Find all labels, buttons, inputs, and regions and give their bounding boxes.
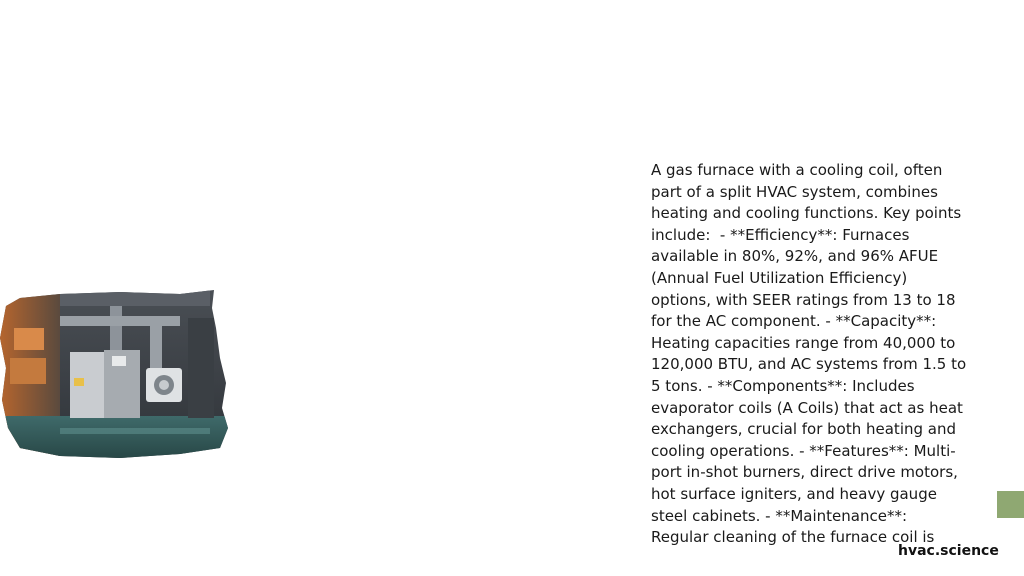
furnace-room-illustration [0,288,232,460]
description-text: A gas furnace with a cooling coil, often part of a split HVAC system, combines heating and cooling functions. Key points include: - **Efficiency**: Furnaces available in 80%, 92%, and 96% AFUE (Annual Fuel Utilization Efficiency) options, with SEER ratings from 13 to 18 for the AC component. - **Capacity**: Heating capacities range from 40,000 to 120,000 BTU, and AC systems from 1.5 to 5 tons. - **Components**: Includes evaporator coils (A Coils) that act as heat exchangers, crucial for both heating and cooling operations. - **Features**: Multi-port in-shot burners, direct drive motors, hot surface igniters, and heavy gauge steel cabinets. - **Maintenance**: Regular cleaning of the furnace coil is [651,161,971,547]
accent-block [997,491,1024,518]
site-label: hvac.science [898,543,999,559]
